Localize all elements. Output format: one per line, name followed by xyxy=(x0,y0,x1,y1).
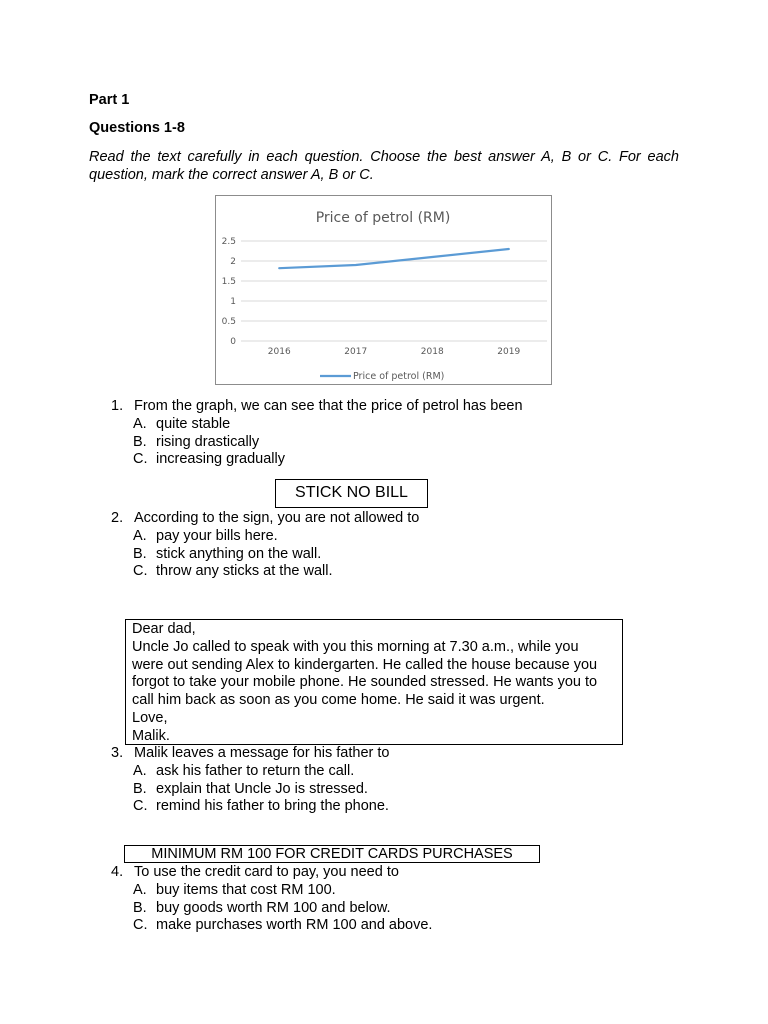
option-text: quite stable xyxy=(156,415,231,432)
chart-x-ticks xyxy=(268,347,521,357)
question-stem: From the graph, we can see that the price of petrol has been xyxy=(134,398,523,414)
chart-gridlines xyxy=(241,241,547,341)
letter-line: forgot to take your mobile phone. He sounded stressed. He wants you to xyxy=(132,674,598,691)
chart-y-tick-label: 2.5 xyxy=(221,237,236,247)
chart-title: Price of petrol (RM) xyxy=(315,210,451,226)
option-text: increasing gradually xyxy=(156,451,285,468)
questions-title: Questions 1-8 xyxy=(89,120,185,136)
option-c xyxy=(111,451,523,469)
option-text: pay your bills here. xyxy=(156,527,278,544)
option-letter: A. xyxy=(133,881,147,898)
question-4 xyxy=(111,864,432,935)
letter-line: were out sending Alex to kindergarten. He called the house because you xyxy=(132,656,598,673)
option-c xyxy=(111,563,419,581)
chart-series-line xyxy=(279,249,509,268)
question-number: 1. xyxy=(111,398,124,414)
question-2 xyxy=(111,510,419,581)
chart-x-tick-label: 2017 xyxy=(344,347,368,357)
chart-y-tick-label: 2 xyxy=(230,257,236,267)
petrol-price-chart xyxy=(215,195,552,385)
option-letter: A. xyxy=(133,762,147,779)
option-c xyxy=(111,917,432,935)
option-letter: B. xyxy=(133,780,147,797)
question-number: 4. xyxy=(111,864,124,880)
option-b xyxy=(111,781,389,799)
message-note xyxy=(125,619,623,745)
chart-svg xyxy=(216,196,551,384)
option-a xyxy=(111,763,389,781)
option-a xyxy=(111,528,419,546)
question-1 xyxy=(111,398,523,469)
option-b xyxy=(111,900,432,918)
credit-card-minimum-sign: MINIMUM RM 100 FOR CREDIT CARDS PURCHASES xyxy=(124,845,540,863)
chart-y-ticks xyxy=(222,237,237,347)
chart-y-tick-label: 0 xyxy=(230,337,236,347)
option-letter: C. xyxy=(133,917,148,934)
option-text: buy items that cost RM 100. xyxy=(156,881,336,898)
option-a xyxy=(111,416,523,434)
option-letter: B. xyxy=(133,545,147,562)
chart-x-tick-label: 2016 xyxy=(267,347,291,357)
chart-legend xyxy=(320,371,444,382)
letter-line: Dear dad, xyxy=(132,621,196,637)
question-stem: Malik leaves a message for his father to xyxy=(134,745,390,761)
option-text: rising drastically xyxy=(156,433,260,450)
letter-line: Uncle Jo called to speak with you this morning at 7.30 a.m., while you xyxy=(132,638,579,655)
question-number: 3. xyxy=(111,745,124,761)
option-c xyxy=(111,798,389,816)
question-stem: To use the credit card to pay, you need to xyxy=(134,864,399,880)
chart-x-tick-label: 2018 xyxy=(420,347,444,357)
part-title: Part 1 xyxy=(89,92,130,108)
chart-x-tick-label: 2019 xyxy=(497,347,521,357)
chart-y-tick-label: 1.5 xyxy=(221,277,236,287)
question-stem: According to the sign, you are not allowed to xyxy=(134,510,420,526)
option-b xyxy=(111,546,419,564)
option-text: throw any sticks at the wall. xyxy=(156,563,333,580)
letter-line: Love, xyxy=(132,709,168,726)
option-text: ask his father to return the call. xyxy=(156,762,355,779)
option-text: buy goods worth RM 100 and below. xyxy=(156,899,391,916)
option-letter: A. xyxy=(133,415,147,432)
option-letter: B. xyxy=(133,899,147,916)
question-3 xyxy=(111,745,389,816)
letter-line: Malik. xyxy=(132,727,170,744)
letter-line: call him back as soon as you come home. He said it was urgent. xyxy=(132,692,545,709)
option-a xyxy=(111,882,432,900)
option-letter: C. xyxy=(133,451,148,468)
chart-y-tick-label: 1 xyxy=(230,297,236,307)
option-letter: C. xyxy=(133,798,148,815)
question-number: 2. xyxy=(111,510,124,526)
option-text: stick anything on the wall. xyxy=(156,545,322,562)
instructions: Read the text carefully in each question. Choose the best answer A, B or C. For each question, mark the correct answer A, B or C. xyxy=(89,149,679,183)
chart-y-tick-label: 0.5 xyxy=(221,317,236,327)
option-text: make purchases worth RM 100 and above. xyxy=(156,917,433,934)
option-b xyxy=(111,434,523,452)
stick-no-bill-sign: STICK NO BILL xyxy=(275,479,428,508)
option-letter: C. xyxy=(133,563,148,580)
option-letter: A. xyxy=(133,527,147,544)
option-text: explain that Uncle Jo is stressed. xyxy=(156,780,368,797)
legend-label: Price of petrol (RM) xyxy=(353,371,445,382)
option-text: remind his father to bring the phone. xyxy=(156,798,389,815)
option-letter: B. xyxy=(133,433,147,450)
